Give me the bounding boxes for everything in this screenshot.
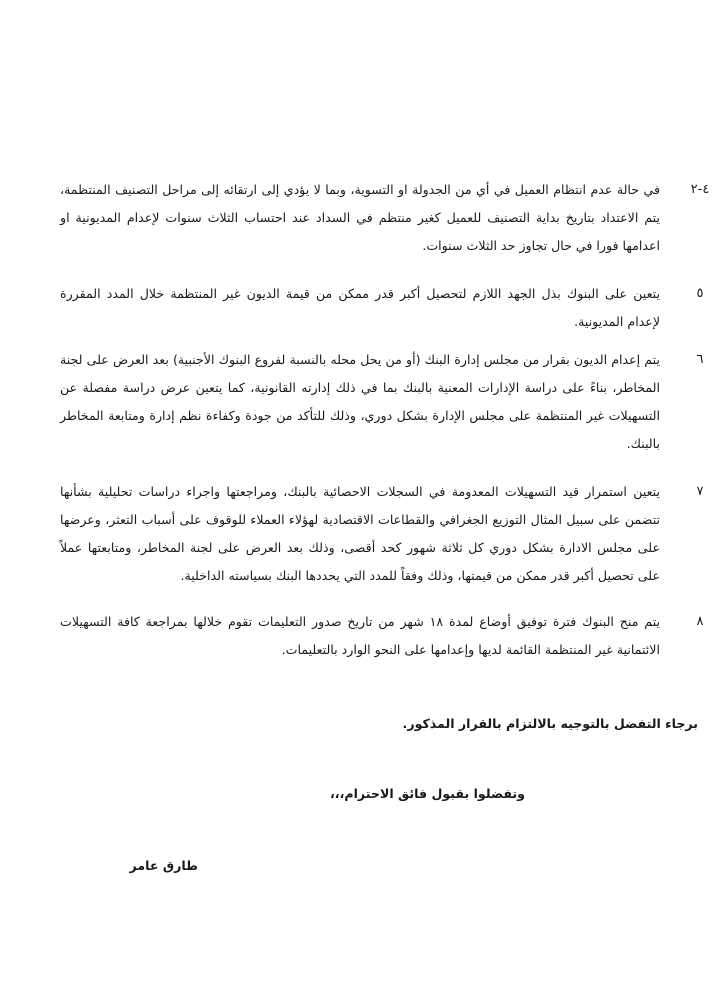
clause-text: يتعين على البنوك بذل الجهد اللازم لتحصيل أكبر قدر ممكن من قيمة الديون غير المنتظمة خلال المدد المقررة لإعدام المديونية. — [60, 286, 660, 329]
clause-text: يتم منح البنوك فترة توفيق أوضاع لمدة ١٨ شهر من تاريخ صدور التعليمات تقوم خلالها بمراجعة كافة التسهيلات الائتمانية غير المنتظمة القائمة لديها وإعدامها على النحو الوارد بالتعليمات. — [60, 614, 660, 657]
clause-number: ٥ — [696, 286, 704, 301]
clause-number: ٨ — [696, 614, 704, 629]
clause-5 — [60, 280, 704, 336]
clause-8 — [60, 608, 704, 664]
closing-regards: وتفضلوا بقبول فائق الاحترام،،، — [330, 786, 525, 801]
closing-request: برجاء التفضل بالتوجيه بالالتزام بالقرار المذكور. — [402, 716, 698, 731]
signature-name: طارق عامر — [129, 858, 198, 873]
clause-7 — [60, 478, 704, 590]
clause-text: يتعين استمرار قيد التسهيلات المعدومة في السجلات الاحصائية بالبنك، ومراجعتها واجراء دراسات تحليلية بشأنها تتضمن على سبيل المثال التوزيع الجغرافي والقطاعات الاقتصادية لهؤلاء العملاء للوقوف على أسباب التعثر، وعرضها على مجلس الادارة بشكل دوري كل ثلاثة شهور كحد أقصى، وذلك بعد العرض على لجنة المخاطر، ومتابعتها عملاً على تحصيل أكبر قدر ممكن من قيمتها، وذلك وفقاً للمدد التي يحددها البنك بسياسته الداخلية. — [60, 484, 660, 583]
clause-text: يتم إعدام الديون بقرار من مجلس إدارة البنك (أو من يحل محله بالنسبة لفروع البنوك الأجنبية) بعد العرض على لجنة المخاطر، بناءً على دراسة الإدارات المعنية بالبنك بما في ذلك إدارته القانونية، كما يتعين عرض دراسة مفصلة عن التسهيلات غير المنتظمة على مجلس الإدارة بشكل دوري، وذلك للتأكد من جودة وكفاءة نظم إدارة ومتابعة المخاطر بالبنك. — [60, 352, 660, 451]
clause-number: ٦ — [696, 352, 704, 367]
clause-number: ٧ — [696, 484, 704, 499]
clause-number: ٤-٢ — [690, 182, 710, 197]
clause-text: في حالة عدم انتظام العميل في أي من الجدولة او التسوية، وبما لا يؤدي إلى ارتقائه إلى مراحل التصنيف المنتظمة، يتم الاعتداد بتاريخ بداية التصنيف للعميل كغير منتظم في السداد عند احتساب الثلاث سنوات لإعدام المديونية او اعدامها فورا في حال تجاوز حد الثلاث سنوات. — [60, 182, 660, 253]
clause-6 — [60, 346, 704, 458]
clause-4-2 — [60, 176, 710, 260]
